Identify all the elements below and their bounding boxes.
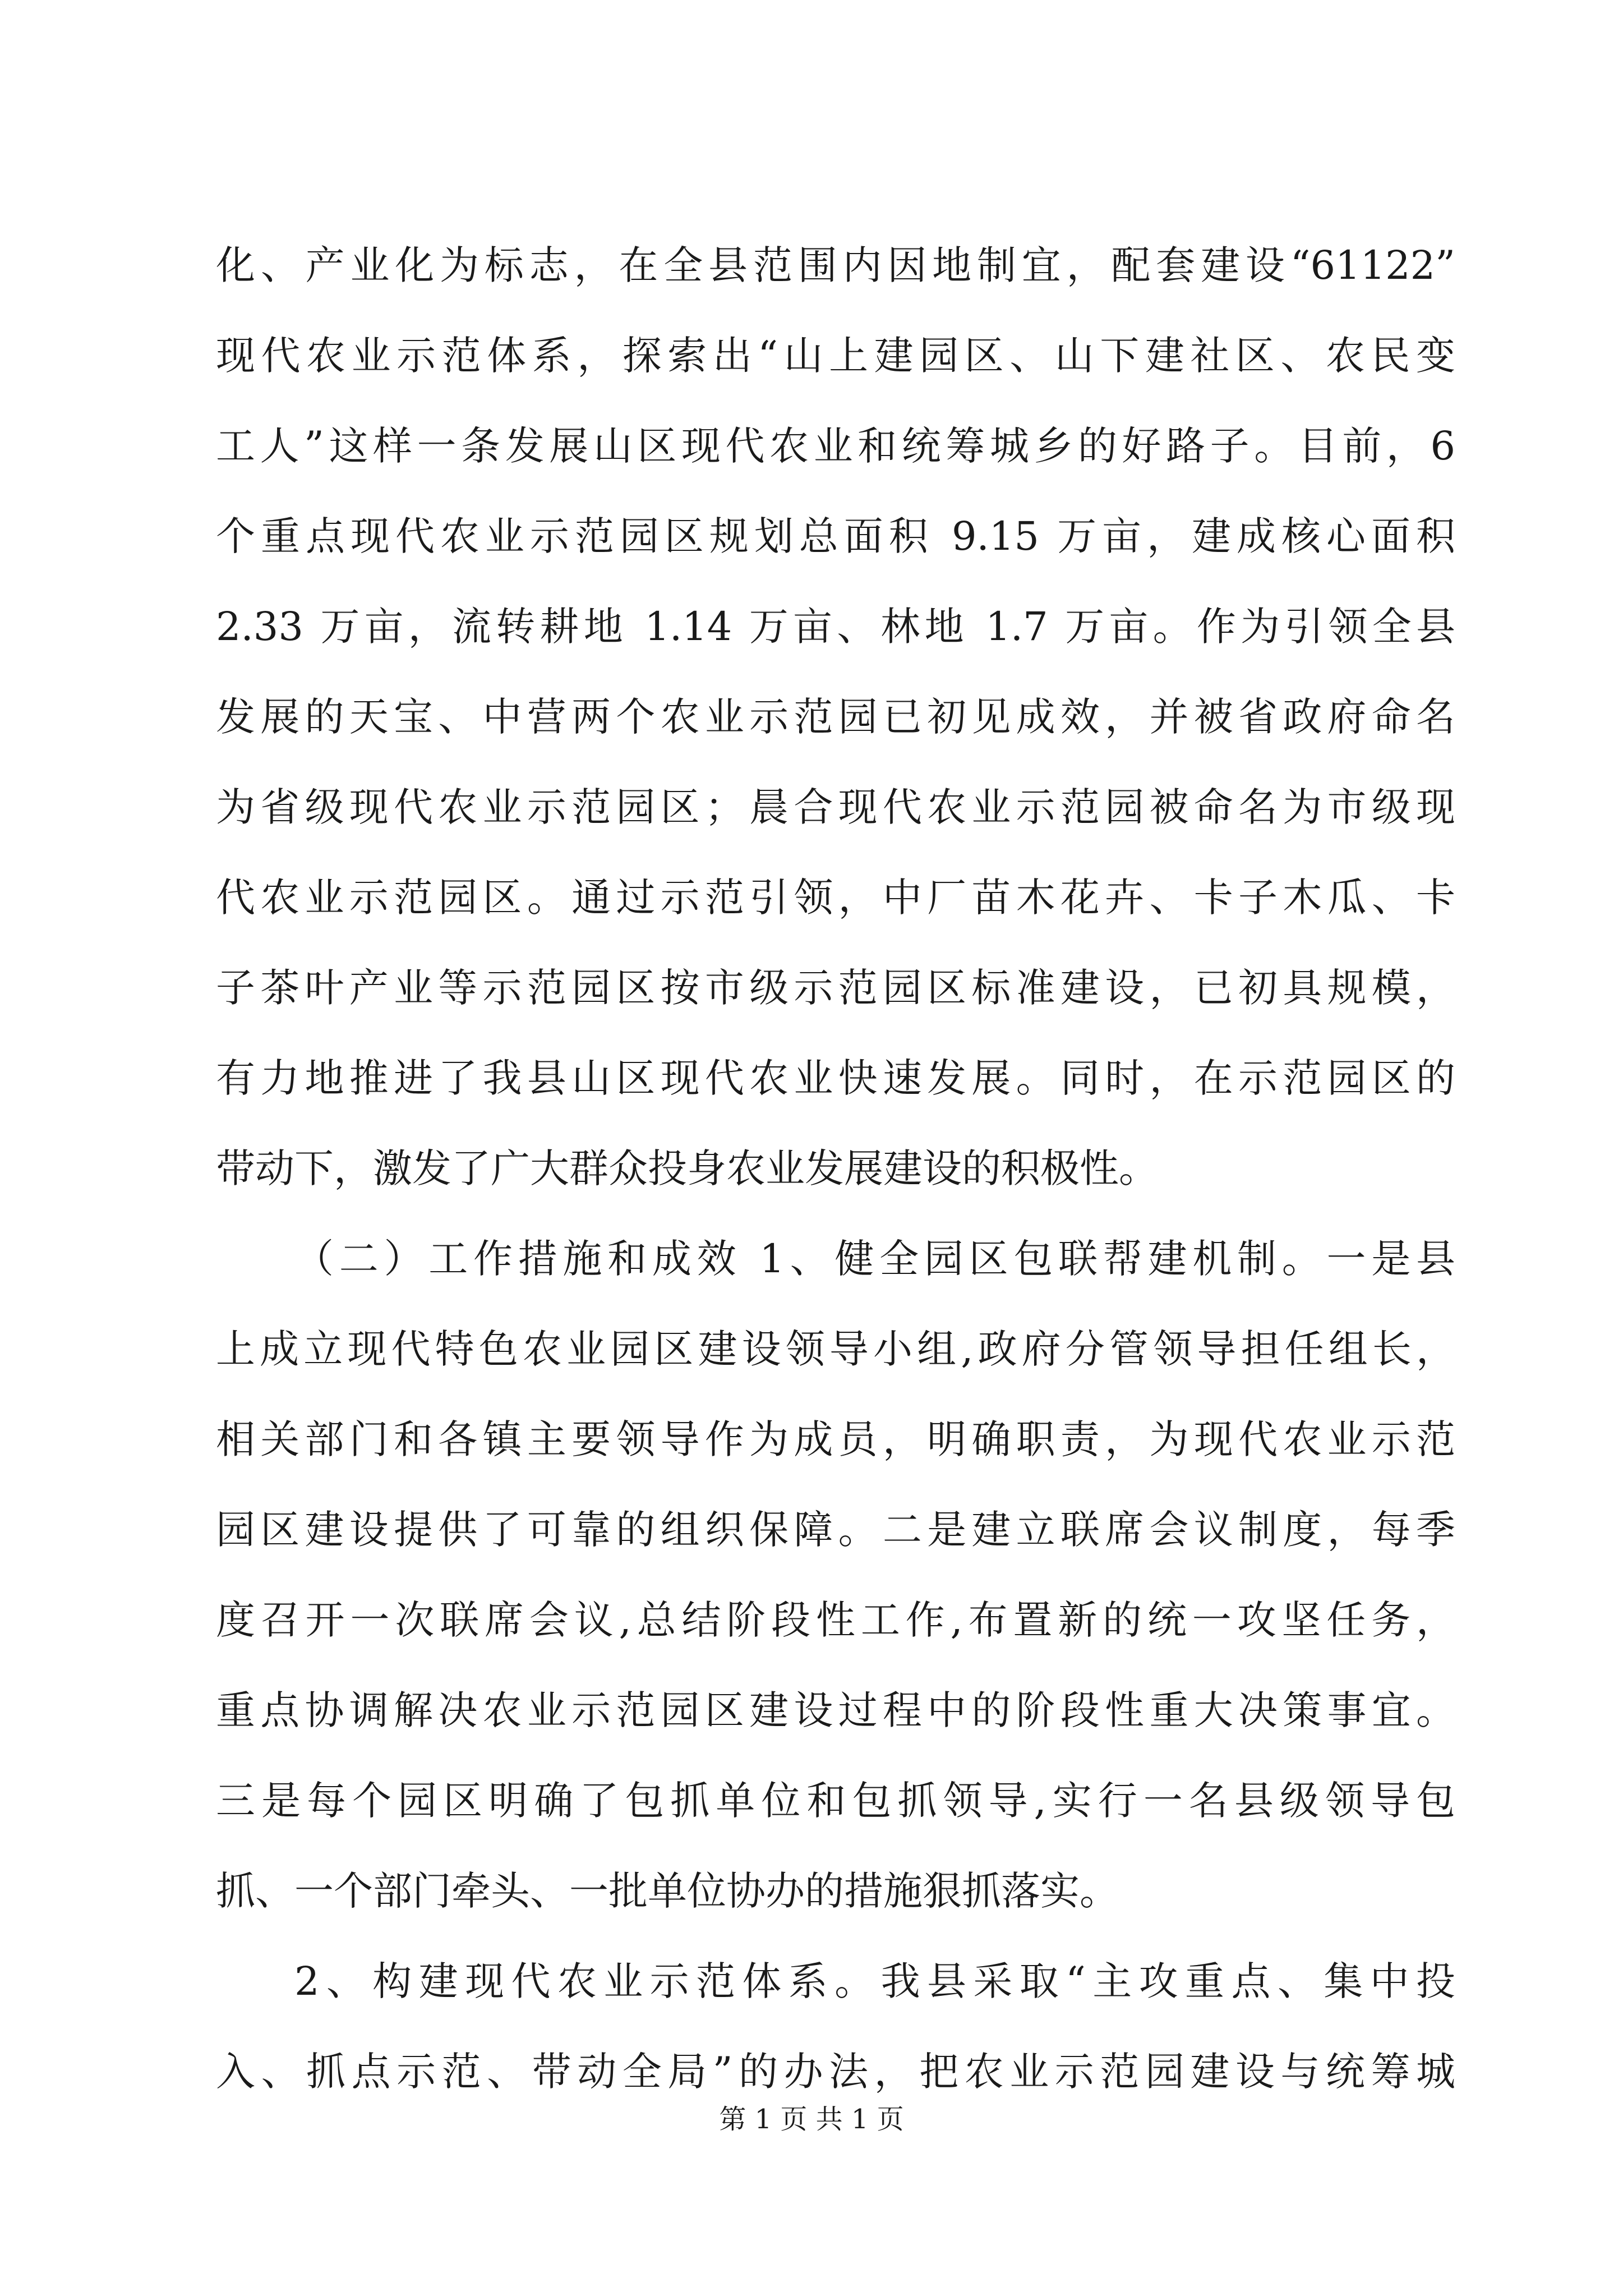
text-line: 化、产业化为标志，在全县范围内因地制宜，配套建设“61122” — [216, 242, 1455, 288]
text-line: 园区建设提供了可靠的组织保障。二是建立联席会议制度，每季 — [216, 1507, 1455, 1553]
text-line: 上成立现代特色农业园区建设领导小组,政府分管领导担任组长， — [216, 1326, 1455, 1372]
text-line: 代农业示范园区。通过示范引领，中厂苗木花卉、卡子木瓜、卡 — [216, 875, 1455, 921]
page-footer — [0, 2102, 1623, 2136]
text-line: 为省级现代农业示范园区；晨合现代农业示范园被命名为市级现 — [216, 784, 1455, 830]
text-line: 重点协调解决农业示范园区建设过程中的阶段性重大决策事宜。 — [216, 1687, 1455, 1733]
text-line: 发展的天宝、中营两个农业示范园已初见成效，并被省政府命名 — [216, 694, 1455, 740]
text-line: 相关部门和各镇主要领导作为成员，明确职责，为现代农业示范 — [216, 1416, 1455, 1462]
text-line: 现代农业示范体系，探索出“山上建园区、山下建社区、农民变 — [216, 333, 1455, 379]
text-line: 入、抓点示范、带动全局”的办法，把农业示范园建设与统筹城 — [216, 2049, 1455, 2095]
text-line: 有力地推进了我县山区现代农业快速发展。同时，在示范园区的 — [216, 1055, 1455, 1101]
text-line: 工人”这样一条发展山区现代农业和统筹城乡的好路子。目前，6 — [216, 423, 1455, 469]
text-line: 抓、一个部门牵头、一批单位协办的措施狠抓落实。 — [216, 1868, 1119, 1914]
text-line: 度召开一次联席会议,总结阶段性工作,布置新的统一攻坚任务， — [216, 1597, 1455, 1643]
text-line: 三是每个园区明确了包抓单位和包抓领导,实行一名县级领导包 — [216, 1778, 1455, 1824]
body-text — [216, 220, 1455, 2117]
text-line: 子茶叶产业等示范园区按市级示范园区标准建设，已初具规模， — [216, 965, 1455, 1011]
page-number-label: 第 1 页 共 1 页 — [719, 2104, 904, 2135]
paragraph-start-line: （二）工作措施和成效 1、健全园区包联帮建机制。一是县 — [294, 1236, 1455, 1282]
text-line: 个重点现代农业示范园区规划总面积 9.15 万亩，建成核心面积 — [216, 513, 1455, 559]
text-line: 带动下，激发了广大群众投身农业发展建设的积极性。 — [216, 1145, 1158, 1191]
paragraph-start-line: 2、构建现代农业示范体系。我县采取“主攻重点、集中投 — [294, 1958, 1455, 2004]
text-line: 2.33 万亩，流转耕地 1.14 万亩、林地 1.7 万亩。作为引领全县 — [216, 604, 1455, 650]
